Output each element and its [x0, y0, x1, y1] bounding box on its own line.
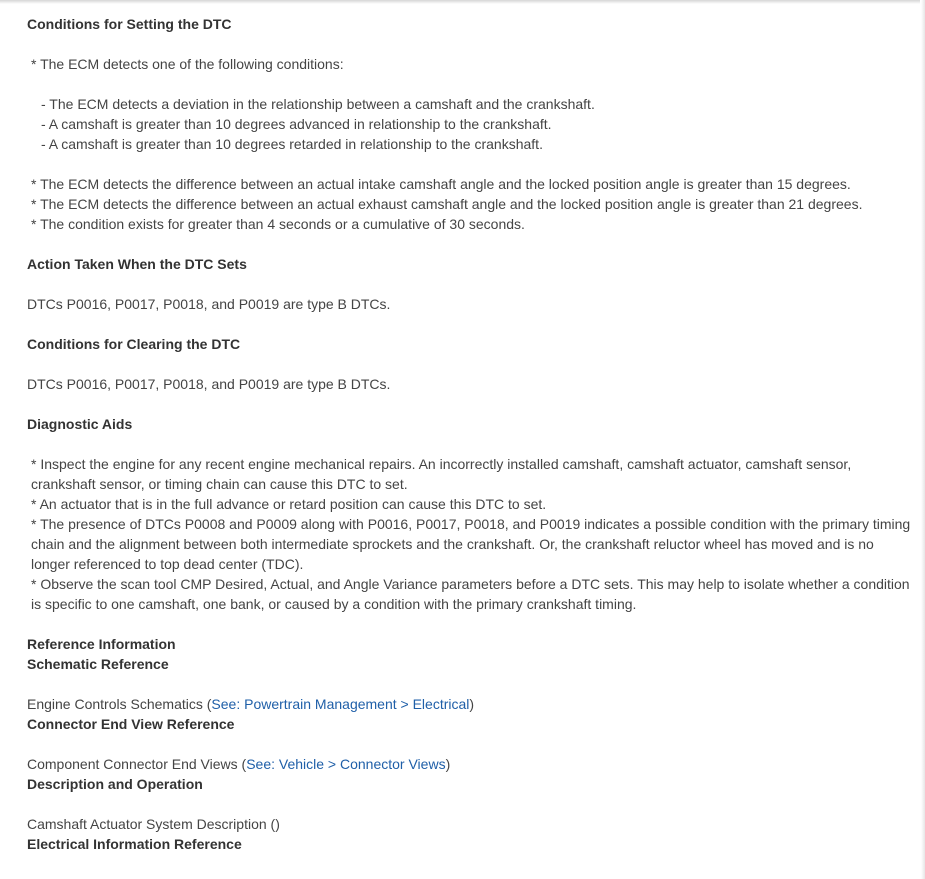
heading-conditions-setting: Conditions for Setting the DTC [27, 16, 232, 32]
schematic-close-paren: ) [469, 696, 475, 712]
aids-bullet: * The presence of DTCs P0008 and P0009 along with P0016, P0017, P0018, and P0019 indicates a possible condition with the primary timing chain and the alignment between both intermediate sprockets and the crankshaft. Or, the crankshaft reluctor wheel has moved and is no longer referenced to top dead center (TDC). [31, 516, 911, 572]
setting-bullet: * The ECM detects the difference between an actual exhaust camshaft angle and the locked position angle is greater than 21 degrees. [31, 196, 863, 212]
heading-action-taken: Action Taken When the DTC Sets [27, 256, 247, 272]
vehicle-connector-views-link[interactable]: See: Vehicle > Connector Views [246, 756, 446, 772]
heading-conditions-clearing: Conditions for Clearing the DTC [27, 336, 241, 352]
setting-sub-item: - A camshaft is greater than 10 degrees retarded in relationship to the crankshaft. [41, 136, 543, 152]
right-edge-shadow [921, 0, 925, 879]
heading-schematic-reference: Schematic Reference [27, 656, 169, 672]
heading-diagnostic-aids: Diagnostic Aids [27, 416, 133, 432]
powertrain-electrical-link[interactable]: See: Powertrain Management > Electrical [211, 696, 470, 712]
aids-bullet: * An actuator that is in the full advance or retard position can cause this DTC to set. [31, 496, 547, 512]
heading-connector-end-view: Connector End View Reference [27, 716, 235, 732]
clearing-text: DTCs P0016, P0017, P0018, and P0019 are type B DTCs. [27, 376, 391, 392]
setting-sub-item: - A camshaft is greater than 10 degrees advanced in relationship to the crankshaft. [41, 116, 552, 132]
connector-close-paren: ) [445, 756, 451, 772]
document-body [27, 14, 912, 854]
connector-reference-line [27, 754, 912, 774]
schematic-text: Engine Controls Schematics ( [27, 696, 212, 712]
setting-bullet: * The ECM detects the difference between an actual intake camshaft angle and the locked position angle is greater than 15 degrees. [31, 176, 851, 192]
schematic-reference-line [27, 694, 912, 714]
heading-description-operation: Description and Operation [27, 776, 203, 792]
action-text: DTCs P0016, P0017, P0018, and P0019 are type B DTCs. [27, 296, 391, 312]
top-shadow [0, 0, 920, 4]
aids-bullet: * Observe the scan tool CMP Desired, Actual, and Angle Variance parameters before a DTC sets. This may help to isolate whether a condition is specific to one camshaft, one bank, or caused by a condition with the primary crankshaft timing. [31, 576, 910, 612]
description-text: Camshaft Actuator System Description () [27, 816, 280, 832]
setting-intro-bullet: * The ECM detects one of the following conditions: [31, 56, 344, 72]
heading-electrical-information: Electrical Information Reference [27, 836, 242, 852]
aids-bullet: * Inspect the engine for any recent engine mechanical repairs. An incorrectly installed camshaft, camshaft actuator, camshaft sensor, crankshaft sensor, or timing chain can cause this DTC to set. [31, 456, 852, 492]
connector-text: Component Connector End Views ( [27, 756, 247, 772]
heading-reference-information: Reference Information [27, 636, 176, 652]
setting-sub-item: - The ECM detects a deviation in the relationship between a camshaft and the crankshaft. [41, 96, 595, 112]
setting-bullet: * The condition exists for greater than 4 seconds or a cumulative of 30 seconds. [31, 216, 525, 232]
